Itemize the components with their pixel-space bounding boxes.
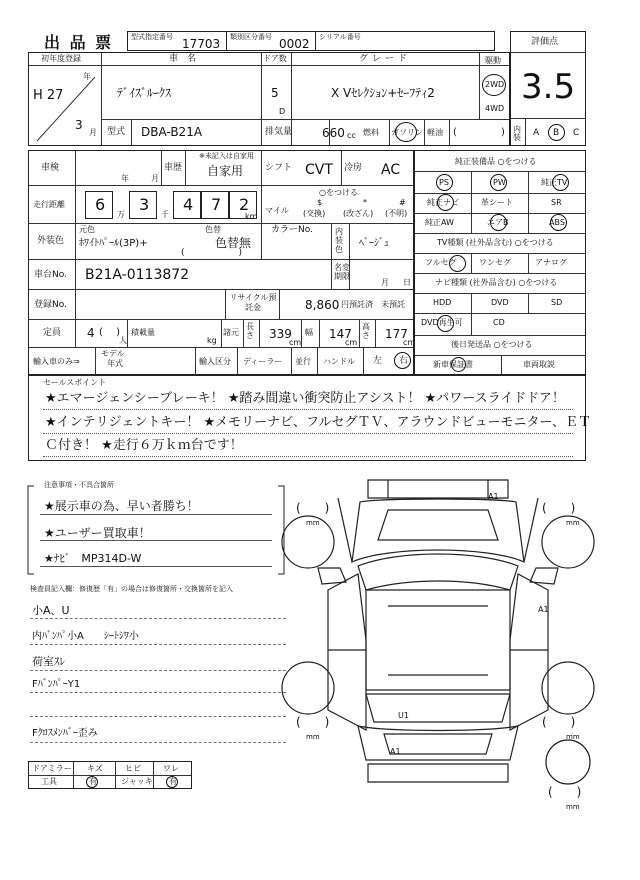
notes-line-2: ★ユーザー買取車！ bbox=[44, 526, 151, 540]
tools-jack: ジャッキ bbox=[121, 777, 153, 786]
color-label: 外装色 bbox=[37, 236, 65, 246]
capacity-value: 4 bbox=[87, 326, 95, 340]
model-value: DBA-B21A bbox=[141, 125, 203, 139]
mileage-opt2-sym: * bbox=[363, 198, 367, 207]
recycle-not: 未預託 bbox=[381, 300, 405, 309]
interior-b-circle bbox=[548, 124, 565, 141]
ac-label: 冷房 bbox=[344, 163, 363, 173]
equip-tv: 純正TV bbox=[541, 178, 568, 187]
first-reg-month: 3 bbox=[75, 118, 83, 132]
tools-have-1: 有 bbox=[89, 777, 97, 786]
form-title: 出 品 票 bbox=[44, 33, 114, 52]
tread-fr-mm: mm bbox=[566, 519, 580, 527]
mark-rear-u1: U1 bbox=[398, 711, 409, 720]
tread-rl: ( ) bbox=[296, 715, 330, 729]
car-name-value: ﾃﾞｲｽﾞﾙｰｸｽ bbox=[117, 86, 172, 100]
import-class-label: 輸入区分 bbox=[199, 357, 231, 366]
import-model-year-1: モデル bbox=[101, 349, 125, 358]
mileage-circle-note: ○をつける bbox=[319, 188, 358, 197]
doors-suffix: D bbox=[279, 107, 286, 116]
inspection-line-3: 荷室ｽﾚ bbox=[32, 655, 65, 668]
navi-dvd: DVD bbox=[491, 298, 509, 307]
spec-label: 諸元 bbox=[223, 328, 239, 337]
import-label: 輸入車のみ⇒ bbox=[33, 357, 80, 366]
equipment-title: 純正装備品 ○をつける bbox=[455, 157, 537, 166]
import-dealer: ディーラー bbox=[243, 357, 283, 366]
handle-right-circle bbox=[394, 352, 411, 369]
grade-label: グレード bbox=[359, 54, 412, 64]
car-name-label: 車 名 bbox=[169, 54, 197, 64]
height-value: 177 bbox=[385, 327, 408, 341]
first-reg-label: 初年度登録 bbox=[41, 54, 81, 63]
mileage-opt3-sym: # bbox=[399, 198, 406, 207]
shift-value: CVT bbox=[305, 162, 333, 178]
tools-have-2: 有 bbox=[169, 777, 177, 786]
first-reg-era: H 27 bbox=[33, 88, 64, 103]
paint-value: 色替無 bbox=[215, 236, 252, 250]
length-label: 長さ bbox=[246, 322, 254, 340]
fuel-gasoline: ガソリン bbox=[391, 128, 423, 137]
interior-label: 内装 bbox=[513, 125, 521, 142]
notes-line-3: ★ﾅﾋﾞ MP314D-W bbox=[44, 552, 142, 565]
mark-rear-bumper: A1 bbox=[390, 747, 401, 756]
handle-label: ハンドル bbox=[323, 357, 355, 366]
mileage-sen: 千 bbox=[161, 210, 169, 219]
width-value: 147 bbox=[329, 327, 352, 341]
type-no-label: 型式指定番号 bbox=[131, 33, 173, 41]
sales-line-3: Ｃ付き！ ★走行６万ｋｍ台です！ bbox=[45, 438, 243, 453]
tread-fl-mm: mm bbox=[306, 519, 320, 527]
fuel-gasoline-circle bbox=[395, 122, 417, 142]
tools-mirror: ドアミラー bbox=[32, 764, 72, 773]
navi-cd: CD bbox=[493, 318, 505, 327]
load-label: 積載量 bbox=[131, 328, 155, 337]
score-label: 評価点 bbox=[531, 37, 559, 47]
history-label: 車歴 bbox=[164, 163, 183, 173]
mileage-digit-3: 4 bbox=[183, 195, 194, 214]
grade-value: X Vｾﾚｸｼｮﾝ+ｾｰﾌﾃｨ2 bbox=[331, 86, 435, 100]
type-no-value: 17703 bbox=[182, 37, 221, 51]
equip-ps: PS bbox=[439, 178, 449, 187]
recycle-value: 8,860 bbox=[305, 298, 340, 312]
drive-label: 駆動 bbox=[485, 56, 501, 65]
capacity-unit: 人 bbox=[119, 336, 127, 345]
shift-label: シフト bbox=[265, 163, 293, 173]
tools-tool: 工具 bbox=[41, 777, 57, 786]
class-no-label: 類別区分番号 bbox=[230, 33, 272, 41]
displacement-unit: cc bbox=[347, 131, 356, 140]
ac-value: AC bbox=[381, 162, 401, 178]
fuel-label: 燃料 bbox=[363, 128, 379, 137]
shaken-month-unit: 月 bbox=[151, 174, 159, 183]
equipment-panel bbox=[414, 150, 586, 375]
height-unit: cm bbox=[403, 338, 416, 347]
name-change-label: 名変期限 bbox=[334, 263, 350, 281]
score-box bbox=[510, 31, 586, 146]
recycle-unit: 円預託済 bbox=[341, 300, 373, 309]
tools-scratch: キズ bbox=[87, 764, 103, 773]
later-manual: 車両取説 bbox=[523, 360, 555, 369]
orig-color-value: ﾎﾜｲﾄﾊﾟｰﾙ(3P)+ bbox=[79, 238, 148, 249]
tread-rl-mm: mm bbox=[306, 733, 320, 741]
tv-analog: アナログ bbox=[535, 258, 567, 267]
mileage-digit-2: 3 bbox=[139, 195, 150, 214]
equip-aw: 純正AW bbox=[425, 218, 454, 227]
detail-grid: 車検 年 月 車歴 ※未記入は自家用 自家用 シフト CVT 冷房 AC 走行距離 6 万 3 千 4 7 2 km ○をつける マイル $ (交換) * (改ざん) # (不明) 外装色 元色 ﾎﾜｲﾄﾊﾟｰﾙ(3P)+ 色替 色替無 ( ) カラーNo. 内装色 ﾍﾞｰｼﾞｭ 車台No. B21A-0113872 名変期限 月 日 登録No. リサイクル預託金 8,860 円預託済 未預託 定員 4 ( ) 人 積載量 kg 諸元 長さ 339 cm 幅 147 cm 高さ 177 cm 輸入車のみ⇒ モデル 年式 輸入区分 ディーラー 並行 ハンドル 左 右 bbox=[28, 150, 414, 375]
mark-right-side: A1 bbox=[538, 605, 549, 614]
mileage-digit-5: 2 bbox=[239, 195, 250, 214]
recycle-label: リサイクル預託金 bbox=[229, 293, 277, 312]
chassis-value: B21A-0113872 bbox=[85, 267, 190, 283]
vehicle-info-block: 初年度登録 H 27 年 3 月 車 名 ﾃﾞｲｽﾞﾙｰｸｽ ドア数 5 D グレード X Vｾﾚｸｼｮﾝ+ｾｰﾌﾃｨ2 駆動 2WD 4WD 型式 DBA-B21A 排気量 660 cc 燃料 ガソリン 軽油 ( ) bbox=[28, 52, 510, 146]
type-no-box bbox=[127, 31, 227, 51]
tread-spare: ( ) bbox=[548, 785, 582, 799]
height-label: 高さ bbox=[362, 322, 370, 340]
navi-hdd: HDD bbox=[433, 298, 452, 307]
class-no-value: 0002 bbox=[279, 37, 310, 51]
orig-color-label: 元色 bbox=[79, 225, 95, 234]
doors-label: ドア数 bbox=[263, 54, 287, 63]
tread-rr-mm: mm bbox=[566, 733, 580, 741]
displacement-value: 660 bbox=[322, 126, 345, 140]
inspection-line-2: 内ﾊﾞﾝﾊﾟ小A ｼｰﾄｼﾜ小 bbox=[32, 631, 139, 642]
tread-spare-mm: mm bbox=[566, 803, 580, 811]
serial-box bbox=[315, 31, 495, 51]
equip-abs: ABS bbox=[549, 218, 565, 227]
sales-label: セールスポイント bbox=[43, 378, 107, 387]
first-reg-month-unit: 月 bbox=[89, 128, 97, 137]
displacement-label: 排気量 bbox=[265, 127, 293, 137]
notes-label: 注意事項・不具合箇所 bbox=[44, 481, 114, 489]
width-label: 幅 bbox=[305, 328, 313, 337]
mileage-opt2: (改ざん) bbox=[343, 209, 374, 218]
tv-oneseg: ワンセグ bbox=[479, 258, 511, 267]
navi-title: ナビ種類 (社外品含む) ○をつける bbox=[435, 278, 558, 287]
later-warranty: 新車保証書 bbox=[433, 360, 473, 369]
doors-value: 5 bbox=[271, 86, 279, 100]
notes-line-1: ★展示車の為、早い者勝ち！ bbox=[44, 499, 199, 513]
equip-navi: 純正ナビ bbox=[427, 198, 459, 207]
tv-fullseg: フルセグ bbox=[425, 258, 457, 267]
mileage-opt1: (交換) bbox=[303, 209, 326, 218]
registration-label: 登録No. bbox=[34, 300, 67, 310]
shaken-label: 車検 bbox=[41, 163, 60, 173]
tread-rr: ( ) bbox=[542, 715, 576, 729]
interior-grade-a: A bbox=[533, 128, 540, 138]
mark-front-bumper: A1 bbox=[488, 492, 499, 501]
equip-pw: PW bbox=[493, 178, 506, 187]
later-title: 後日発送品 ○をつける bbox=[451, 340, 533, 349]
class-no-box bbox=[226, 31, 316, 51]
history-note: ※未記入は自家用 bbox=[199, 152, 254, 160]
width-unit: cm bbox=[345, 338, 358, 347]
mileage-digit-4: 7 bbox=[211, 195, 222, 214]
handle-right: 右 bbox=[399, 356, 409, 366]
mileage-mile: マイル bbox=[265, 206, 289, 215]
sales-point-box bbox=[28, 375, 592, 461]
tools-table bbox=[28, 761, 192, 789]
equip-airbag: エアB bbox=[487, 218, 509, 227]
score-value: 3.5 bbox=[521, 67, 576, 107]
name-change-day: 日 bbox=[403, 278, 411, 287]
handle-left: 左 bbox=[373, 356, 383, 366]
paint-label: 色替 bbox=[205, 225, 221, 234]
drive-2wd-circle bbox=[482, 74, 506, 96]
tools-break: ワレ bbox=[163, 764, 179, 773]
serial-label: シリアル番号 bbox=[319, 33, 361, 41]
tread-fr: ( ) bbox=[542, 501, 576, 515]
mileage-digit-1: 6 bbox=[95, 195, 106, 214]
chassis-label: 車台No. bbox=[34, 270, 67, 280]
shaken-year-unit: 年 bbox=[121, 174, 129, 183]
mileage-opt1-sym: $ bbox=[317, 198, 323, 207]
history-value: 自家用 bbox=[207, 164, 244, 178]
paint-paren: ( ) bbox=[181, 248, 243, 258]
inspection-line-6: Fｸﾛｽﾒﾝﾊﾞｰ歪み bbox=[32, 728, 98, 739]
tread-fl: ( ) bbox=[296, 501, 330, 515]
import-model-year-2: 年式 bbox=[107, 359, 123, 368]
length-value: 339 bbox=[269, 327, 292, 341]
mileage-opt3: (不明) bbox=[385, 209, 408, 218]
interior-color-value: ﾍﾞｰｼﾞｭ bbox=[359, 238, 389, 249]
navi-sd: SD bbox=[551, 298, 563, 307]
load-unit: kg bbox=[207, 336, 217, 345]
capacity-label: 定員 bbox=[43, 328, 62, 338]
model-label: 型式 bbox=[107, 127, 126, 137]
name-change-month: 月 bbox=[381, 278, 389, 287]
tv-title: TV種類 (社外品含む) ○をつける bbox=[437, 238, 554, 247]
drive-2wd: 2WD bbox=[485, 80, 505, 89]
tools-crack: ヒビ bbox=[125, 764, 141, 773]
color-no-label: カラーNo. bbox=[271, 225, 313, 235]
length-unit: cm bbox=[289, 338, 302, 347]
drive-4wd: 4WD bbox=[485, 104, 505, 113]
mileage-man: 万 bbox=[117, 210, 125, 219]
inspection-line-1: 小A、U bbox=[32, 604, 70, 617]
interior-color-label: 内装色 bbox=[335, 227, 343, 255]
mileage-label: 走行距離 bbox=[33, 200, 65, 209]
inspection-line-4: FﾊﾞﾝﾊﾟｰY1 bbox=[32, 679, 81, 690]
interior-grade-c: C bbox=[573, 128, 580, 138]
sales-line-2: ★インテリジェントキー！ ★メモリーナビ、フルセグＴＶ、アラウンドビューモニター、ＥＴ bbox=[45, 415, 592, 430]
interior-grade-b: B bbox=[553, 128, 560, 138]
first-reg-year-unit: 年 bbox=[83, 72, 91, 81]
fuel-diesel: 軽油 bbox=[427, 128, 443, 137]
mileage-km: km bbox=[245, 212, 258, 221]
inspection-label: 検査員記入欄：修復歴「有」の場合は修復箇所・交換箇所を記入 bbox=[30, 585, 233, 593]
navi-dvd-play: DVD再生可 bbox=[421, 318, 463, 327]
car-damage-diagram bbox=[288, 470, 598, 810]
import-parallel: 並行 bbox=[295, 357, 311, 366]
equip-sr: SR bbox=[551, 198, 562, 207]
sales-line-1: ★エマージェンシーブレーキ！ ★踏み間違い衝突防止アシスト！ ★パワースライドドア！ bbox=[45, 391, 565, 406]
equip-leather: 革シート bbox=[481, 198, 513, 207]
